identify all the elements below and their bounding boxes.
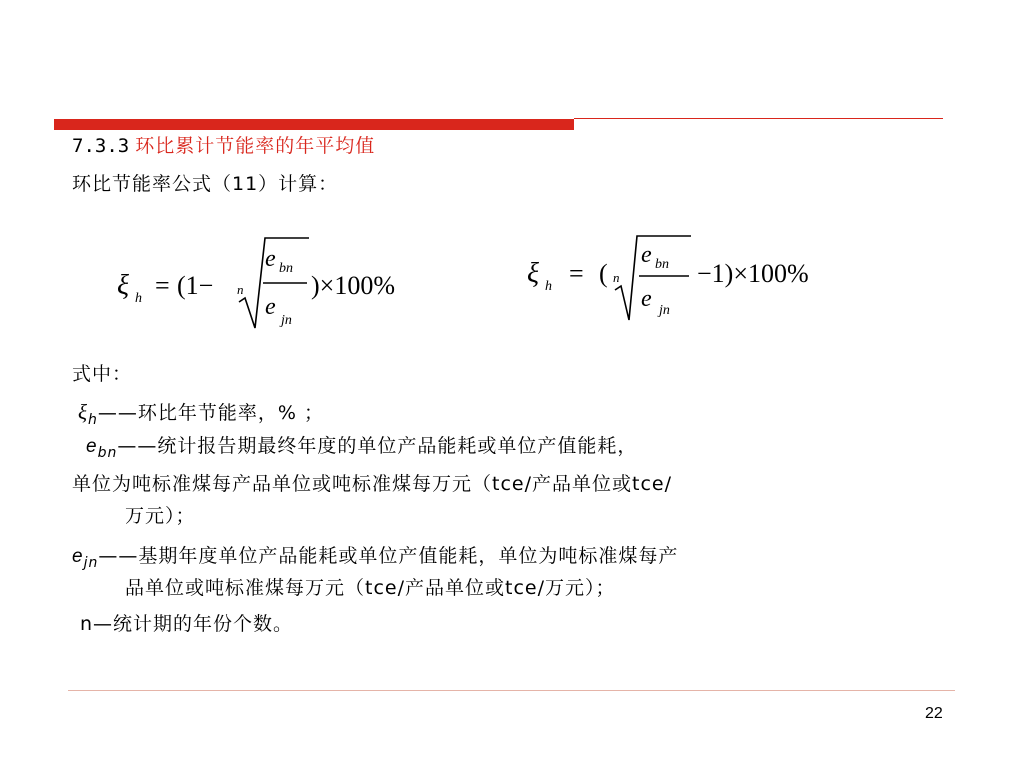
def-xi-sub: h [88, 412, 98, 428]
def-ejn-cont: 品单位或吨标准煤每万元（tce/产品单位或tce/万元）； [125, 577, 616, 599]
section-heading [72, 132, 375, 160]
def-xi-h [78, 398, 324, 434]
formula-1-num: e [265, 246, 276, 272]
def-n: n—统计期的年份个数。 [80, 613, 294, 635]
formula-2-radical [615, 236, 691, 320]
formula-2-root-index: n [613, 270, 620, 285]
def-unit: 单位为吨标准煤每产品单位或吨标准煤每万元（tce/产品单位或tce/ [72, 473, 672, 495]
formula-2-eq: = [569, 259, 584, 288]
formula-2-den-sub: jn [659, 303, 670, 318]
formula-1 [115, 232, 445, 336]
def-ebn-sub: bn [97, 445, 118, 461]
def-e-bn [86, 432, 637, 467]
where-label: 式中： [72, 363, 133, 385]
def-ejn-sub: jn [83, 555, 99, 571]
formula-2 [525, 232, 875, 336]
page-number: 22 [925, 705, 943, 722]
formula-2-num-sub: bn [655, 257, 669, 272]
formula-1-open: (1− [177, 271, 214, 300]
def-xi-text: ——环比年节能率，% ； [97, 402, 324, 424]
formula-2-den: e [641, 286, 652, 312]
formula-1-lhs: ξ [117, 270, 129, 301]
formula-1-lhs-sub: h [135, 291, 142, 306]
formula-1-root-index: n [237, 282, 244, 297]
formula-2-lhs-sub: h [545, 279, 552, 294]
formula-1-den-sub: jn [281, 313, 292, 328]
title-accent-bar [54, 119, 574, 130]
section-number: 7.3.3 [72, 135, 130, 157]
formula-2-num: e [641, 242, 652, 268]
formula-1-eq: = [155, 271, 170, 300]
formula-2-open: ( [599, 259, 608, 288]
def-ejn-text: ——基期年度单位产品能耗或单位产值能耗，单位为吨标准煤每产 [98, 545, 679, 567]
section-title: 环比累计节能率的年平均值 [135, 135, 376, 157]
def-e-jn [72, 542, 678, 577]
formula-2-tail: −1)×100% [697, 259, 809, 288]
def-ejn-symbol: e [72, 546, 84, 567]
def-ebn-symbol: e [86, 436, 98, 457]
formula-1-tail: )×100% [311, 271, 395, 300]
title-accent-line [574, 118, 943, 119]
formula-2-lhs: ξ [527, 258, 539, 289]
formula-1-den: e [265, 294, 276, 320]
intro-text: 环比节能率公式（11）计算： [72, 173, 339, 195]
def-ebn-text: ——统计报告期最终年度的单位产品能耗或单位产值能耗， [117, 435, 638, 457]
formula-1-num-sub: bn [279, 261, 293, 276]
footer-divider [68, 690, 955, 691]
def-xi-symbol: ξ [78, 400, 88, 424]
def-unit-cont: 万元）； [125, 505, 196, 527]
